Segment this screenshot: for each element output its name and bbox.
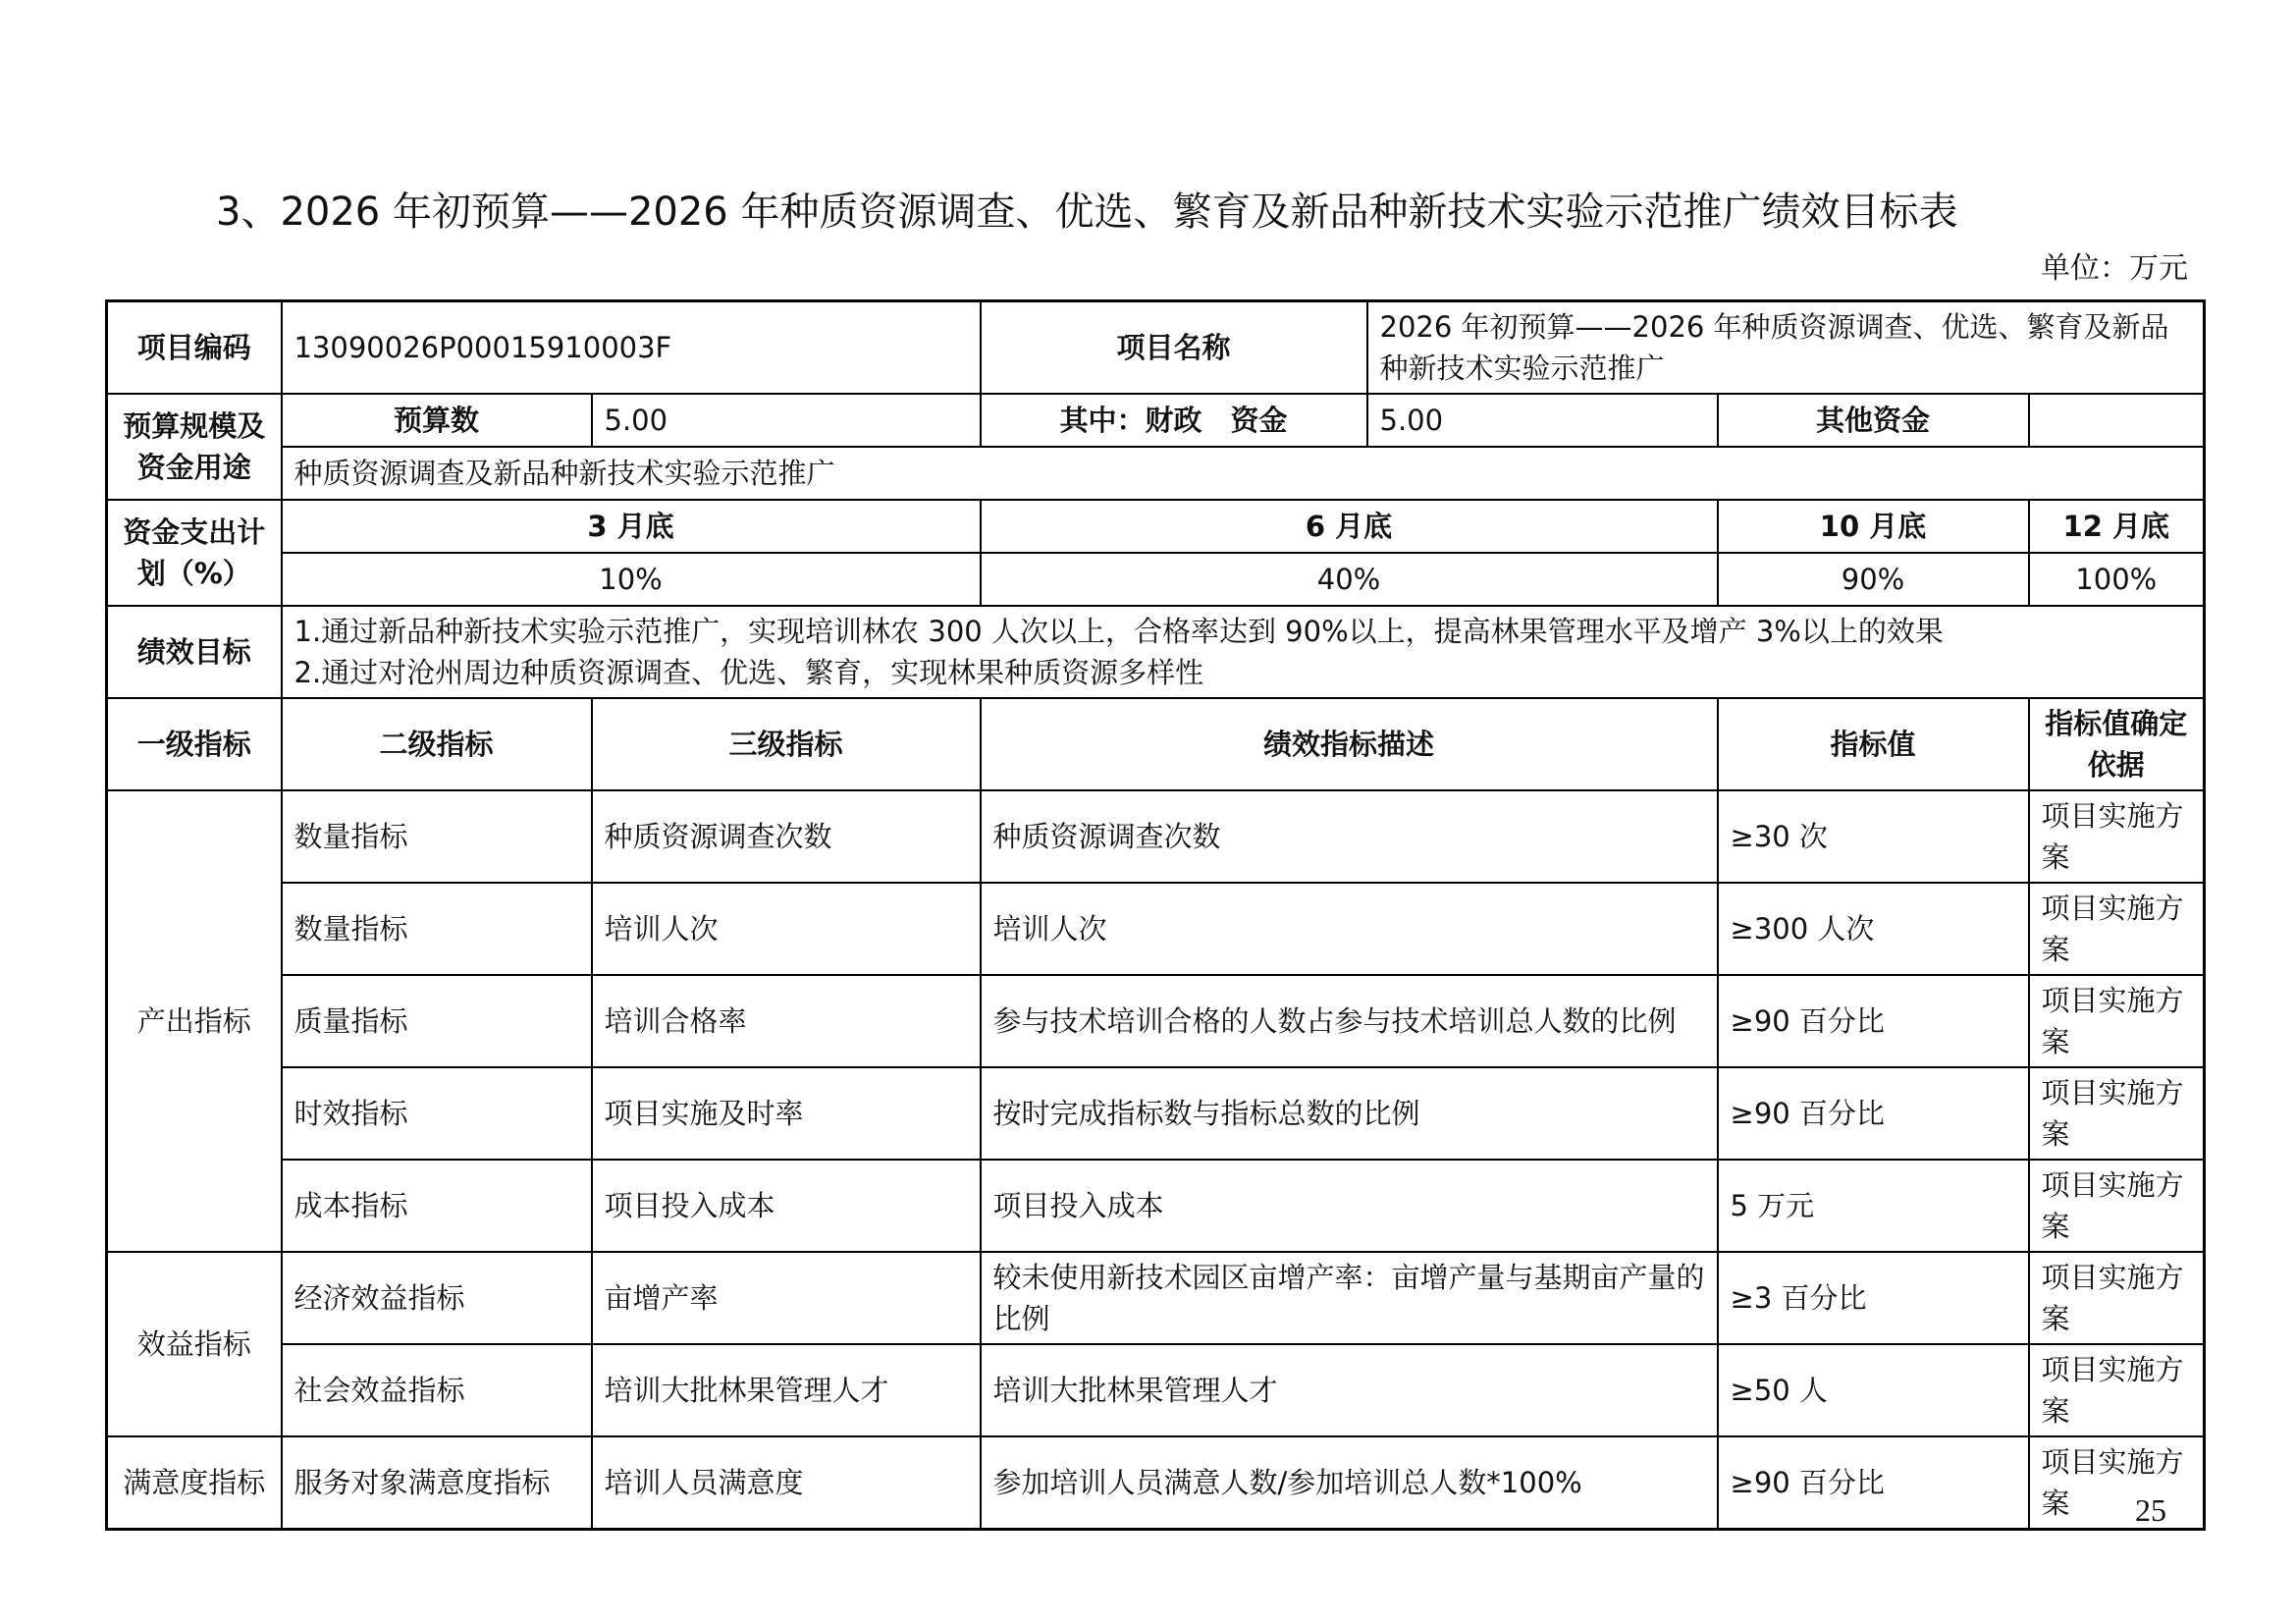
header-level3: 三级指标: [592, 698, 981, 790]
header-level1: 一级指标: [107, 698, 282, 790]
other-funds-value: [2029, 394, 2205, 447]
level2-cell: 社会效益指标: [282, 1344, 592, 1436]
header-basis: 指标值确定依据: [2029, 698, 2205, 790]
description-cell: 项目投入成本: [981, 1160, 1718, 1252]
plan-header-dec: 12 月底: [2029, 500, 2205, 553]
level3-cell: 亩增产率: [592, 1252, 981, 1344]
level2-cell: 服务对象满意度指标: [282, 1436, 592, 1530]
project-name-value: 2026 年初预算——2026 年种质资源调查、优选、繁育及新品种新技术实验示范推广: [1367, 301, 2205, 395]
basis-cell: 项目实施方案: [2029, 1436, 2205, 1530]
table-row: [107, 1252, 2205, 1344]
value-cell: ≥300 人次: [1718, 883, 2029, 975]
page-title: 3、2026 年初预算——2026 年种质资源调查、优选、繁育及新品种新技术实验示范推广绩效目标表: [216, 189, 1958, 235]
level2-cell: 时效指标: [282, 1067, 592, 1160]
level3-cell: 培训大批林果管理人才: [592, 1344, 981, 1436]
finance-value: 5.00: [1367, 394, 1718, 447]
level2-cell: 数量指标: [282, 790, 592, 883]
plan-value-dec: 100%: [2029, 553, 2205, 606]
basis-cell: 项目实施方案: [2029, 790, 2205, 883]
table-row: [107, 790, 2205, 883]
funds-usage: 种质资源调查及新品种新技术实验示范推广: [282, 447, 2205, 500]
description-cell: 培训大批林果管理人才: [981, 1344, 1718, 1436]
header-level2: 二级指标: [282, 698, 592, 790]
description-cell: 参加培训人员满意人数/参加培训总人数*100%: [981, 1436, 1718, 1530]
plan-label: 资金支出计划（%）: [107, 500, 282, 606]
group-name: 满意度指标: [107, 1436, 282, 1530]
table-row: [107, 883, 2205, 975]
project-name-label: 项目名称: [981, 301, 1367, 395]
value-cell: ≥90 百分比: [1718, 1436, 2029, 1530]
group-name: 产出指标: [107, 790, 282, 1252]
basis-cell: 项目实施方案: [2029, 1252, 2205, 1344]
table-row: [107, 1160, 2205, 1252]
level3-cell: 培训人员满意度: [592, 1436, 981, 1530]
plan-header-oct: 10 月底: [1718, 500, 2029, 553]
plan-value-jun: 40%: [981, 553, 1718, 606]
basis-cell: 项目实施方案: [2029, 1160, 2205, 1252]
page-number: 25: [2135, 1492, 2166, 1528]
plan-header-jun: 6 月底: [981, 500, 1718, 553]
level2-cell: 数量指标: [282, 883, 592, 975]
budget-num-label: 预算数: [282, 394, 592, 447]
finance-label: 其中：财政 资金: [981, 394, 1367, 447]
plan-value-oct: 90%: [1718, 553, 2029, 606]
level3-cell: 培训合格率: [592, 975, 981, 1067]
value-cell: ≥30 次: [1718, 790, 2029, 883]
plan-value-mar: 10%: [282, 553, 981, 606]
group-name: 效益指标: [107, 1252, 282, 1436]
level3-cell: 培训人次: [592, 883, 981, 975]
value-cell: ≥90 百分比: [1718, 975, 2029, 1067]
description-cell: 较未使用新技术园区亩增产率：亩增产量与基期亩产量的比例: [981, 1252, 1718, 1344]
level2-cell: 成本指标: [282, 1160, 592, 1252]
value-cell: ≥90 百分比: [1718, 1067, 2029, 1160]
table-row: [107, 1436, 2205, 1530]
table-row: [107, 1067, 2205, 1160]
budget-label: 预算规模及资金用途: [107, 394, 282, 500]
goal-line-2: 2.通过对沧州周边种质资源调查、优选、繁育，实现林果种质资源多样性: [294, 656, 1204, 689]
other-funds-label: 其他资金: [1718, 394, 2029, 447]
level3-cell: 种质资源调查次数: [592, 790, 981, 883]
goal-text: [282, 606, 2205, 698]
basis-cell: 项目实施方案: [2029, 1067, 2205, 1160]
goal-line-1: 1.通过新品种新技术实验示范推广，实现培训林农 300 人次以上，合格率达到 90%以上，提高林果管理水平及增产 3%以上的效果: [294, 615, 1944, 648]
goal-label: 绩效目标: [107, 606, 282, 698]
description-cell: 种质资源调查次数: [981, 790, 1718, 883]
header-value: 指标值: [1718, 698, 2029, 790]
description-cell: 参与技术培训合格的人数占参与技术培训总人数的比例: [981, 975, 1718, 1067]
table-row: [107, 975, 2205, 1067]
value-cell: ≥3 百分比: [1718, 1252, 2029, 1344]
level3-cell: 项目实施及时率: [592, 1067, 981, 1160]
basis-cell: 项目实施方案: [2029, 975, 2205, 1067]
performance-table: [105, 299, 2206, 1531]
level2-cell: 质量指标: [282, 975, 592, 1067]
level3-cell: 项目投入成本: [592, 1160, 981, 1252]
description-cell: 培训人次: [981, 883, 1718, 975]
basis-cell: 项目实施方案: [2029, 1344, 2205, 1436]
budget-num-value: 5.00: [592, 394, 981, 447]
value-cell: 5 万元: [1718, 1160, 2029, 1252]
unit-label: 单位：万元: [2041, 251, 2188, 286]
description-cell: 按时完成指标数与指标总数的比例: [981, 1067, 1718, 1160]
basis-cell: 项目实施方案: [2029, 883, 2205, 975]
header-description: 绩效指标描述: [981, 698, 1718, 790]
table-row: [107, 1344, 2205, 1436]
project-code-label: 项目编码: [107, 301, 282, 395]
plan-header-mar: 3 月底: [282, 500, 981, 553]
project-code-value: 13090026P00015910003F: [282, 301, 981, 395]
level2-cell: 经济效益指标: [282, 1252, 592, 1344]
value-cell: ≥50 人: [1718, 1344, 2029, 1436]
